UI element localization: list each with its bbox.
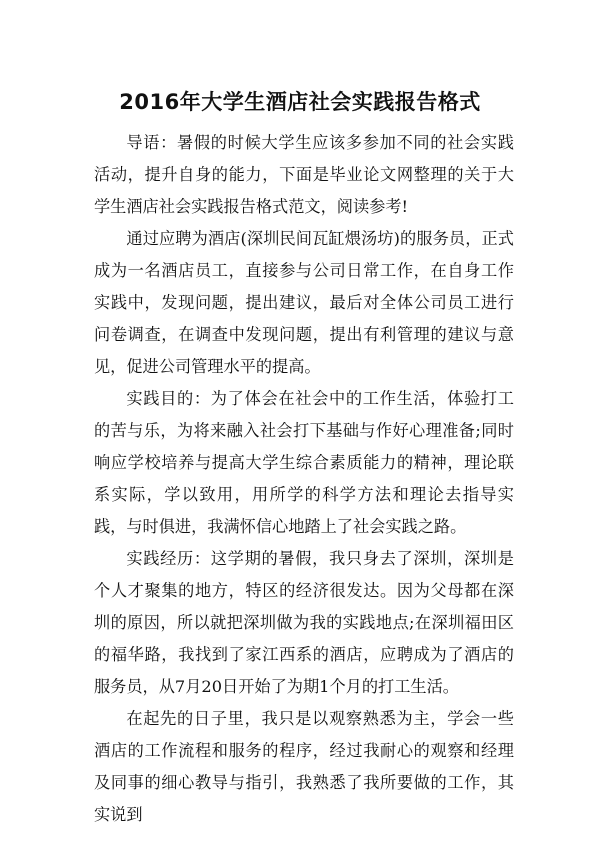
paragraph-experience: 实践经历：这学期的暑假，我只身去了深圳，深圳是个人才聚集的地方，特区的经济很发达。因为父母都在深圳的原因，所以就把深圳做为我的实践地点;在深圳福田区的福华路，我找到了家江西系的酒店，应聘成为了酒店的服务员，从7月20日开始了为期1个月的打工生活。 [94, 549, 514, 696]
paragraph-intro: 导语：暑假的时候大学生应该多参加不同的社会实践活动，提升自身的能力，下面是毕业论文网整理的关于大学生酒店社会实践报告格式范文，阅读参考! [94, 133, 514, 216]
document-body [94, 127, 514, 831]
paragraph-job: 通过应聘为酒店(深圳民间瓦缸煨汤坊)的服务员，正式成为一名酒店员工，直接参与公司日常工作，在自身工作实践中，发现问题，提出建议，最后对全体公司员工进行问卷调查，在调查中发现问题，提出有利管理的建议与意见，促进公司管理水平的提高。 [94, 229, 514, 376]
document-title: 2016年大学生酒店社会实践报告格式 [119, 90, 481, 114]
paragraph-early-days: 在起先的日子里，我只是以观察熟悉为主，学会一些酒店的工作流程和服务的程序，经过我耐心的观察和经理及同事的细心教导与指引，我熟悉了我所要做的工作，其实说到 [94, 709, 514, 824]
paragraph-purpose: 实践目的：为了体会在社会中的工作生活，体验打工的苦与乐，为将来融入社会打下基础与作好心理准备;同时响应学校培养与提高大学生综合素质能力的精神，理论联系实际，学以致用，用所学的科学方法和理论去指导实践，与时俱进，我满怀信心地踏上了社会实践之路。 [94, 389, 514, 536]
